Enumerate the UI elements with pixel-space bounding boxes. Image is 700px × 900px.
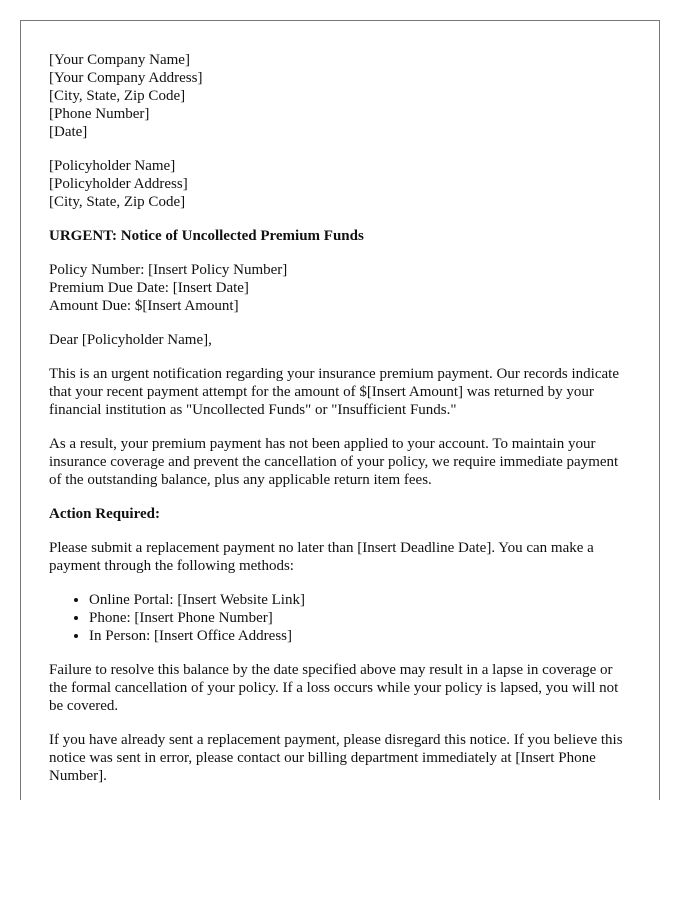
payment-method-online: • Online Portal: [Insert Website Link] (89, 591, 631, 609)
subject-heading: URGENT: Notice of Uncollected Premium Funds (49, 228, 364, 244)
recipient-city-state-zip: [City, State, Zip Code] (49, 194, 186, 210)
payment-method-phone: • Phone: [Insert Phone Number] (89, 609, 631, 627)
recipient-address: [Policyholder Address] (49, 176, 188, 192)
paragraph-result: As a result, your premium payment has not been applied to your account. To maintain your insurance coverage and prevent the cancellation of your policy, we require immediate payment of the outstanding balance, plus any applicable return item fees. (49, 436, 619, 488)
recipient-name: [Policyholder Name] (49, 158, 176, 174)
sender-city-state-zip: [City, State, Zip Code] (49, 88, 186, 104)
paragraph-notification: This is an urgent notification regarding your insurance premium payment. Our records indicate that your recent payment attempt for the amount of $[Insert Amount] was returned by your financial institution as "Uncollected Funds" or "Insufficient Funds." (49, 366, 619, 418)
paragraph-disregard: If you have already sent a replacement payment, please disregard this notice. If you believe this notice was sent in error, please contact our billing department immediately at [Insert Phone Number]. (49, 732, 623, 784)
policy-details-block (49, 261, 631, 315)
letter-page (20, 20, 660, 800)
amount-due: Amount Due: $[Insert Amount] (49, 298, 239, 314)
sender-company-address: [Your Company Address] (49, 70, 203, 86)
salutation: Dear [Policyholder Name], (49, 332, 212, 348)
premium-due-date: Premium Due Date: [Insert Date] (49, 280, 249, 296)
sender-phone: [Phone Number] (49, 106, 150, 122)
paragraph-warning: Failure to resolve this balance by the date specified above may result in a lapse in coverage or the formal cancellation of your policy. If a loss occurs while your policy is lapsed, you will not be covered. (49, 662, 619, 714)
sender-company-name: [Your Company Name] (49, 52, 190, 68)
paragraph-instructions: Please submit a replacement payment no later than [Insert Deadline Date]. You can make a payment through the following methods: (49, 540, 594, 574)
recipient-block (49, 157, 631, 211)
sender-block (49, 51, 631, 141)
policy-number: Policy Number: [Insert Policy Number] (49, 262, 288, 278)
payment-methods-list (49, 591, 631, 645)
payment-method-in-person: • In Person: [Insert Office Address] (89, 627, 631, 645)
action-required-heading: Action Required: (49, 506, 160, 522)
letter-date: [Date] (49, 124, 88, 140)
